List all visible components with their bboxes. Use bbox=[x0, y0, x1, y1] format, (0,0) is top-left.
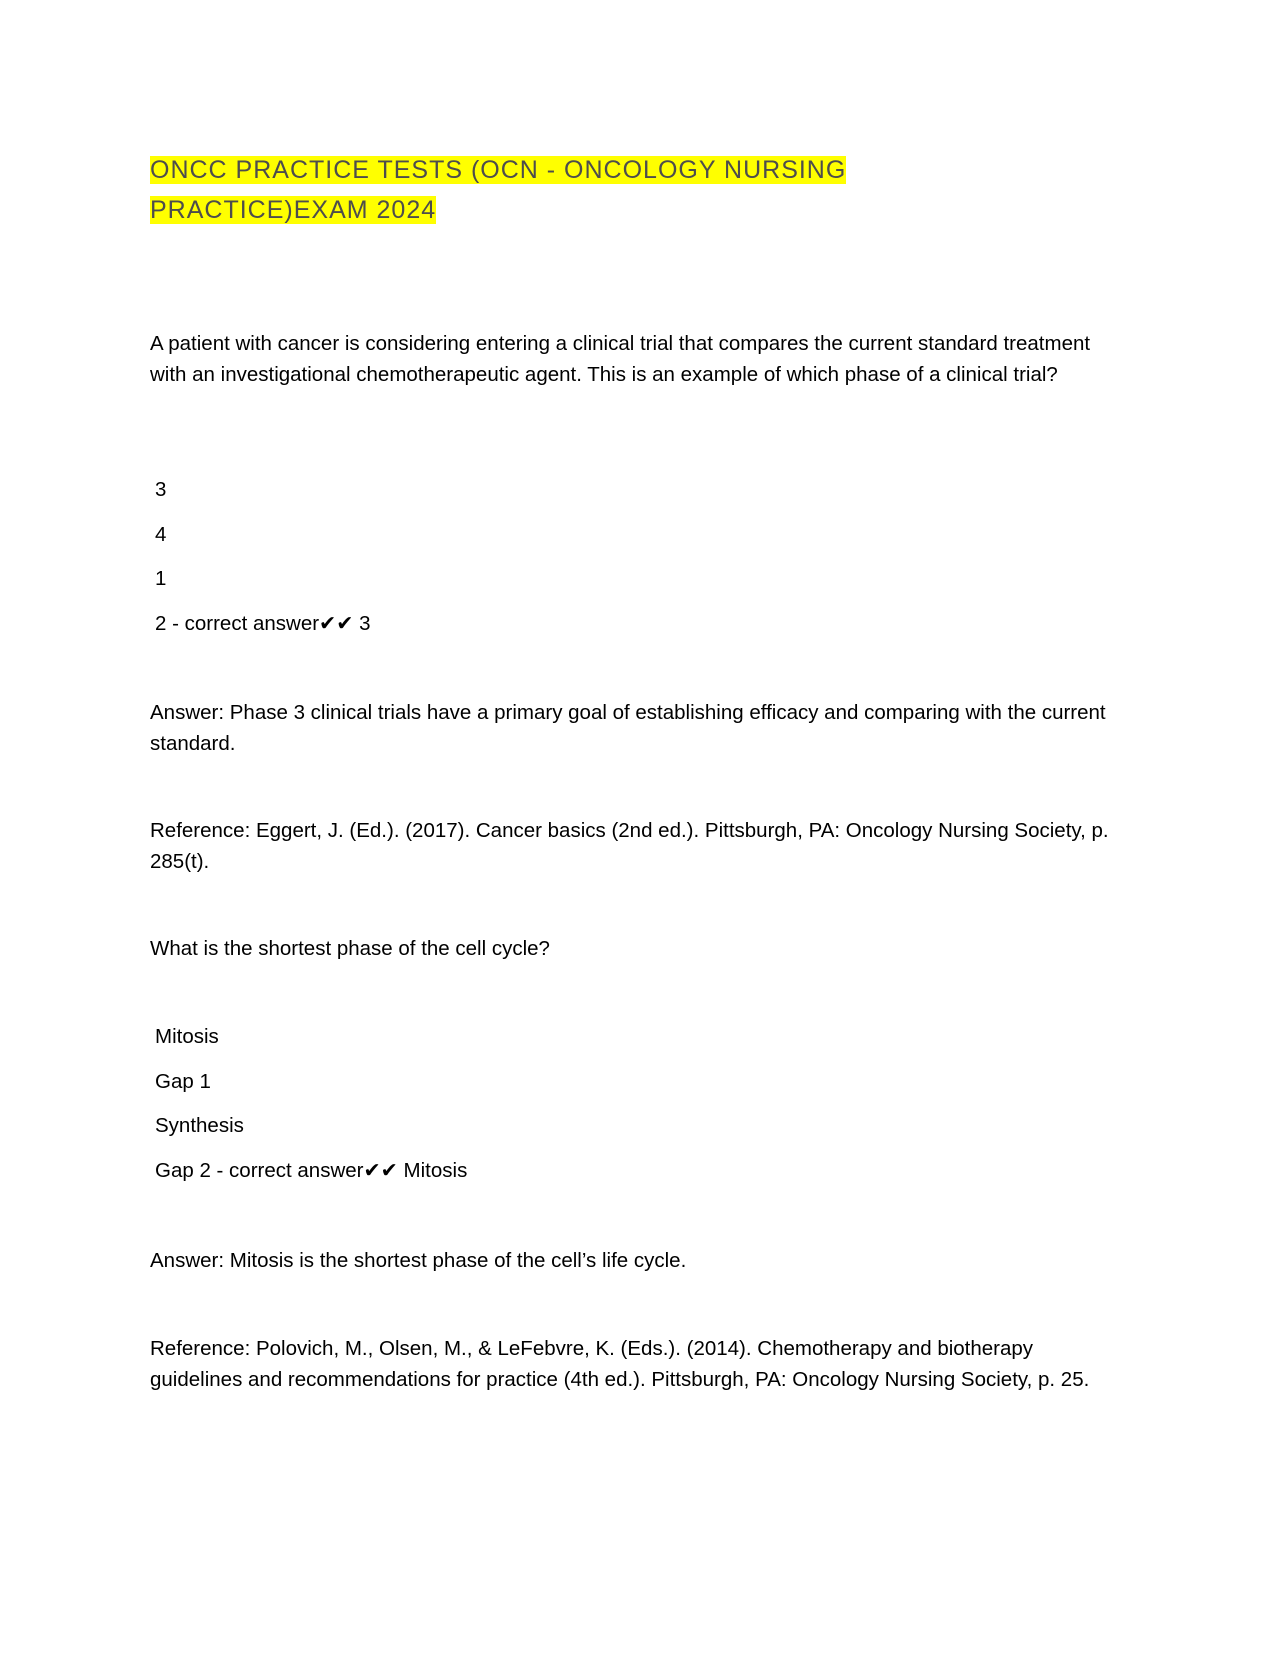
question-1-option-3: 1 bbox=[155, 567, 167, 590]
question-2-prompt: What is the shortest phase of the cell cycle? bbox=[150, 937, 550, 960]
question-2-reference: Reference: Polovich, M., Olsen, M., & LeFebvre, K. (Eds.). (2014). Chemotherapy and biotherapy guidelines and recommendations for practice (4th ed.). Pittsburgh, PA: Oncology Nursing Society, p. 25. bbox=[150, 1337, 1090, 1391]
question-1-option-4-correct-answer: 2 - correct answer✔✔ 3 bbox=[155, 612, 371, 635]
document-title bbox=[150, 150, 1070, 230]
question-2-option-3: Synthesis bbox=[155, 1114, 244, 1137]
question-1-option-2: 4 bbox=[155, 523, 167, 546]
question-1-prompt: A patient with cancer is considering entering a clinical trial that compares the current standard treatment with an investigational chemotherapeutic agent. This is an example of which phase of a clinical trial? bbox=[150, 332, 1091, 386]
question-1-option-1: 3 bbox=[155, 478, 167, 501]
question-1-reference: Reference: Eggert, J. (Ed.). (2017). Cancer basics (2nd ed.). Pittsburgh, PA: Oncology Nursing Society, p. 285(t). bbox=[150, 819, 1109, 873]
question-2-option-2: Gap 1 bbox=[155, 1070, 211, 1093]
question-2-answer: Answer: Mitosis is the shortest phase of the cell’s life cycle. bbox=[150, 1249, 687, 1272]
question-1-answer: Answer: Phase 3 clinical trials have a primary goal of establishing efficacy and comparing with the current standard. bbox=[150, 701, 1106, 755]
document-title-text: ONCC PRACTICE TESTS (OCN - ONCOLOGY NURSING PRACTICE)EXAM 2024 bbox=[150, 156, 847, 224]
question-2-option-4-correct-answer: Gap 2 - correct answer✔✔ Mitosis bbox=[155, 1159, 468, 1182]
question-2-option-1: Mitosis bbox=[155, 1025, 219, 1048]
